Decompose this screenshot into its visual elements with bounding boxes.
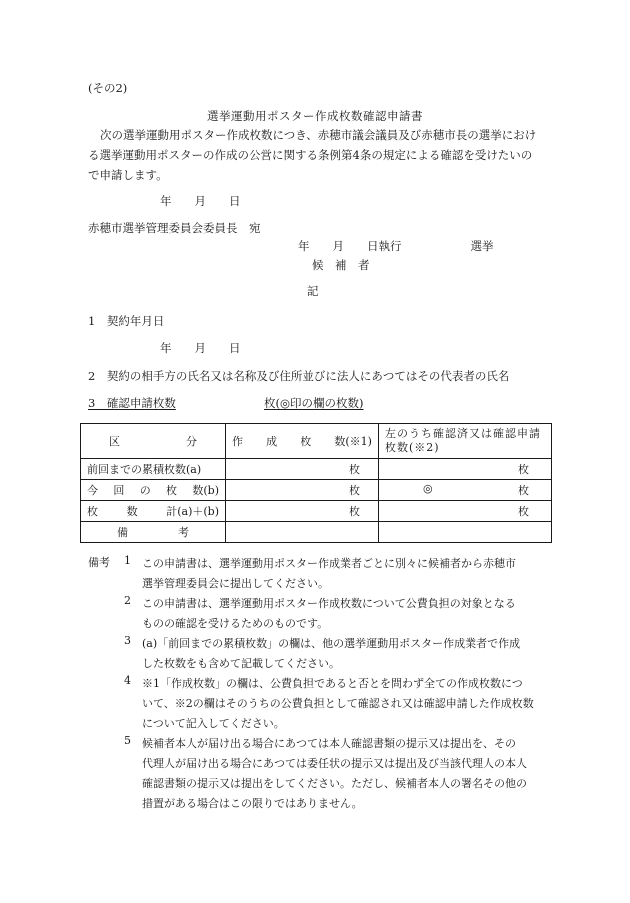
row-label-remarks: 備 考 (81, 522, 226, 543)
addressee: 赤穂市選挙管理委員会委員長 宛 (88, 221, 261, 235)
table-row (81, 522, 552, 543)
table-row (81, 501, 552, 522)
notes-label: 備考 (88, 556, 110, 569)
intro-line: 次の選挙運動用ポスター作成枚数につき、赤穂市議会議員及び赤穂市長の選挙におけ (100, 128, 537, 142)
note-item: 5 候補者本人が届け出る場合にあつては本人確認書類の提示又は提出を、その 代理人が届け出る場合にあつては委任状の提示又は提出及び当該代理人の本人 確認書類の提示又は提出をしてください。ただし、候補者本人の署名その他の 措置がある場合はこの限りではありません。 (124, 734, 527, 810)
row-label-cumulative: 前回までの累積枚数(a) (81, 459, 226, 480)
document-title: 選挙運動用ポスター作成枚数確認申請書 (207, 109, 423, 123)
form-number: (その2) (88, 81, 128, 95)
cell-confirmed-unit: 枚 (518, 463, 529, 476)
cell-created-unit[interactable]: 枚 (226, 480, 379, 501)
note-item: 2 この申請書は、選挙運動用ポスター作成枚数について公費負担の対象となる ものの確認を受けるためのものです。 (124, 594, 516, 630)
ki-heading: 記 (307, 284, 319, 298)
cell-confirmed[interactable] (379, 480, 552, 501)
cell-confirmed-unit: 枚 (518, 484, 529, 497)
note-item: 4 ※1「作成枚数」の欄は、公費負担であると否とを問わず全ての作成枚数につ いて、※2の欄はそのうちの公費負担として確認され又は確認申請した作成枚数 について記入してください。 (124, 674, 534, 730)
item2-label: 2 契約の相手方の氏名又は名称及び住所並びに法人にあつてはその代表者の氏名 (88, 369, 510, 383)
cell-created-unit[interactable]: 枚 (226, 501, 379, 522)
cell-confirmed[interactable] (379, 459, 552, 480)
row-label-current: 今 回 の 枚 数(b) (81, 480, 226, 501)
item3-label: 3 確認申請枚数 (88, 396, 176, 410)
cell-confirmed[interactable] (379, 501, 552, 522)
election-line: 年 月 日執行 選挙 (298, 239, 494, 253)
table-row (81, 459, 552, 480)
header-created-count: 作 成 枚 数(※1) (226, 424, 379, 459)
intro-line: る選挙運動用ポスターの作成の公営に関する条例第4条の規定による確認を受けたいの (88, 148, 533, 162)
row-label-total: 枚 数 計(a)＋(b) (81, 501, 226, 522)
item1-label: 1 契約年月日 (88, 314, 165, 328)
cell-remarks-confirmed[interactable] (379, 522, 552, 543)
note-item: 1 この申請書は、選挙運動用ポスター作成業者ごとに別々に候補者から赤穂市 選挙管理委員会に提出してください。 (124, 554, 516, 590)
note-item: 3 (a)「前回までの累積枚数」の欄は、他の選挙運動用ポスター作成業者で作成 した枚数をも含めて記載してください。 (124, 634, 521, 670)
item3-row (88, 395, 364, 411)
intro-paragraph (88, 125, 544, 185)
table-row (81, 480, 552, 501)
header-confirmed-count: 左のうち確認済又は確認申請枚数(※2) (379, 424, 552, 459)
application-date: 年 月 日 (160, 194, 241, 208)
double-circle-mark: ◎ (423, 482, 433, 495)
cell-created-unit[interactable]: 枚 (226, 459, 379, 480)
candidate-label: 候 補 者 (312, 258, 370, 272)
header-category: 区 分 (81, 424, 226, 459)
count-table (80, 423, 552, 543)
table-header-row (81, 424, 552, 459)
contract-date: 年 月 日 (160, 341, 241, 355)
cell-remarks-created[interactable] (226, 522, 379, 543)
cell-confirmed-unit: 枚 (518, 505, 529, 518)
intro-line: で申請します。 (88, 168, 168, 182)
item3-suffix: 枚(◎印の欄の枚数) (264, 396, 364, 410)
